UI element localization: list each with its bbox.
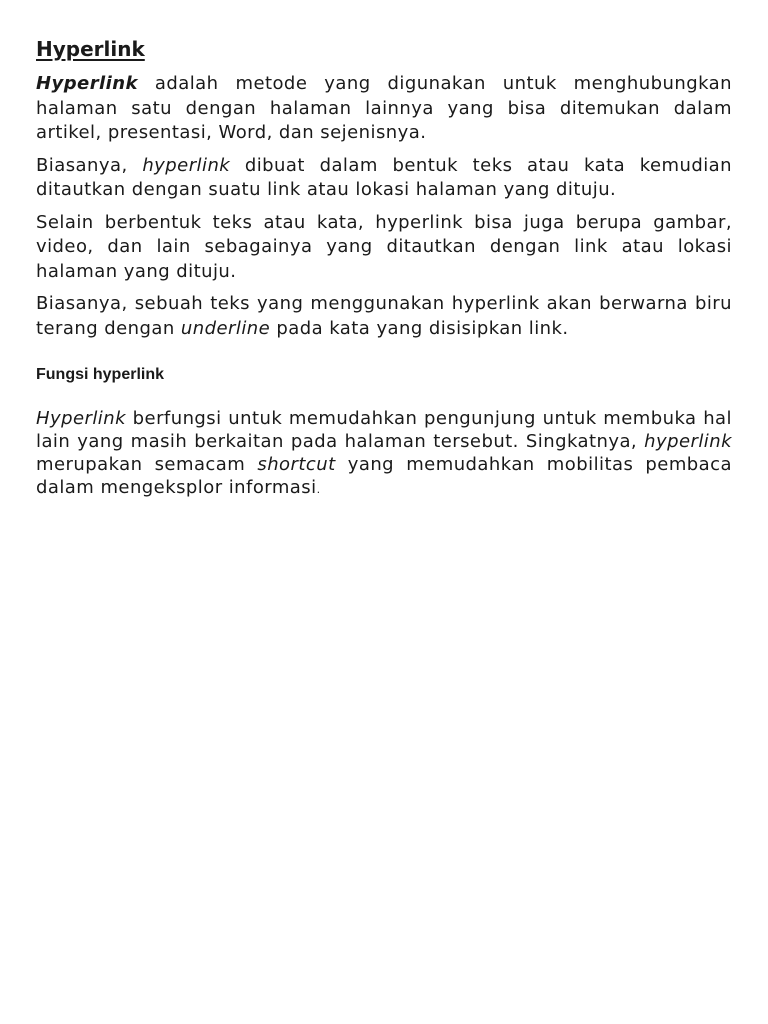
paragraph-text: Selain berbentuk teks atau kata, hyperlink bisa juga berupa gambar, video, dan lain sebagainya yang ditautkan dengan link atau lokasi halaman yang dituju. [36,211,732,282]
paragraph-lead: Biasanya, sebuah teks yang menggunakan hyperlink akan berwarna biru terang dengan [36,293,732,339]
paragraph-forms [36,211,732,285]
paragraph-text: yang memudahkan mobilitas pembaca dalam mengeksplor informasi [36,454,732,498]
term-hyperlink: hyperlink [644,431,732,452]
document-page [36,36,732,501]
term-hyperlink: hyperlink [142,154,231,176]
paragraph-definition [36,72,732,146]
paragraph-appearance [36,292,732,341]
paragraph-text: adalah metode yang digunakan untuk menghubungkan halaman satu dengan halaman lainnya yang bisa ditemukan dalam artikel, presentasi, Word, dan sejenisnya. [36,73,732,143]
term-shortcut: shortcut [257,454,336,475]
paragraph-lead: Biasanya, [36,154,143,176]
page-title: Hyperlink [36,37,145,61]
section-heading: Fungsi hyperlink [36,366,165,383]
paragraph-text: merupakan semacam [36,454,258,475]
paragraph-function [36,407,732,501]
paragraph-text: pada kata yang disisipkan link. [270,317,569,339]
paragraph-end-period: . [316,483,321,496]
term-hyperlink: Hyperlink [36,73,138,94]
paragraph-usage [36,154,732,203]
term-hyperlink: Hyperlink [36,408,126,429]
paragraph-text: dibuat dalam bentuk teks atau kata kemudian ditautkan dengan suatu link atau lokasi halaman yang dituju. [36,154,733,200]
term-underline: underline [180,317,271,339]
paragraph-text: berfungsi untuk memudahkan pengunjung untuk membuka hal lain yang masih berkaitan pada halaman tersebut. Singkatnya, [36,408,732,452]
